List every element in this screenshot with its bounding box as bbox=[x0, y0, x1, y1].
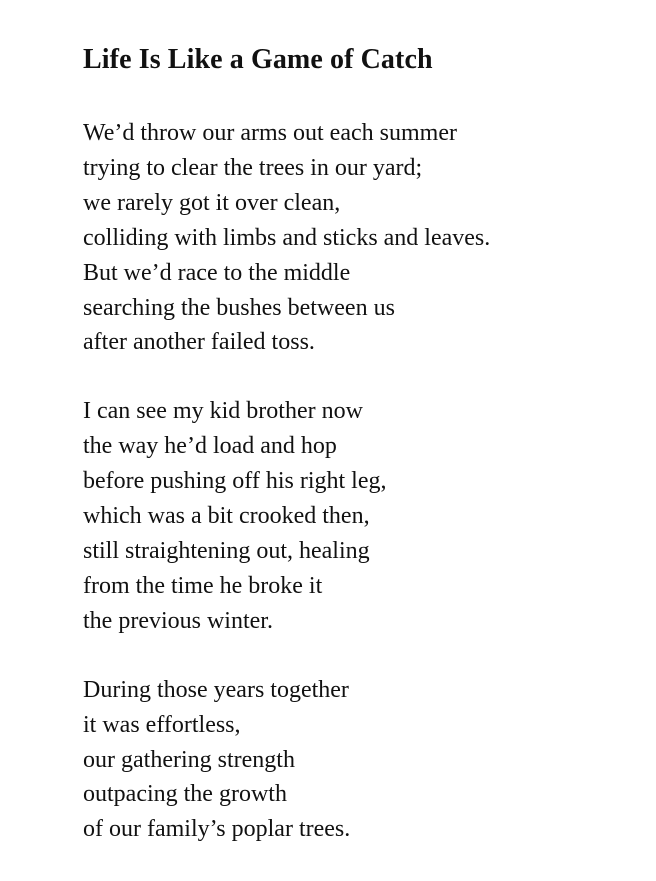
poem-line: after another failed toss. bbox=[83, 329, 315, 356]
stanza-1 bbox=[83, 116, 643, 360]
poem-line: we rarely got it over clean, bbox=[83, 189, 341, 216]
poem-line: before pushing off his right leg, bbox=[83, 468, 387, 495]
poem-line: our gathering strength bbox=[83, 746, 295, 773]
poem-line: searching the bushes between us bbox=[83, 294, 395, 321]
poem-line: But we’d race to the middle bbox=[83, 259, 351, 286]
poem-line: from the time he broke it bbox=[83, 572, 323, 599]
poem bbox=[83, 40, 643, 881]
poem-title: Life Is Like a Game of Catch bbox=[83, 44, 433, 75]
poem-line: which was a bit crooked then, bbox=[83, 503, 370, 530]
poem-line: trying to clear the trees in our yard; bbox=[83, 154, 423, 181]
poem-line: colliding with limbs and sticks and leaves. bbox=[83, 224, 491, 251]
poem-line: the way he’d load and hop bbox=[83, 433, 337, 460]
poem-line: outpacing the growth bbox=[83, 781, 287, 808]
poem-line: it was effortless, bbox=[83, 711, 241, 738]
poem-line: of our family’s poplar trees. bbox=[83, 816, 351, 843]
stanza-2 bbox=[83, 394, 643, 638]
poem-line: I can see my kid brother now bbox=[83, 398, 363, 425]
stanza-3 bbox=[83, 673, 643, 848]
poem-line: We’d throw our arms out each summer bbox=[83, 120, 457, 146]
poem-line: still straightening out, healing bbox=[83, 537, 370, 564]
poem-line: During those years together bbox=[83, 676, 349, 703]
poem-line: the previous winter. bbox=[83, 607, 273, 634]
